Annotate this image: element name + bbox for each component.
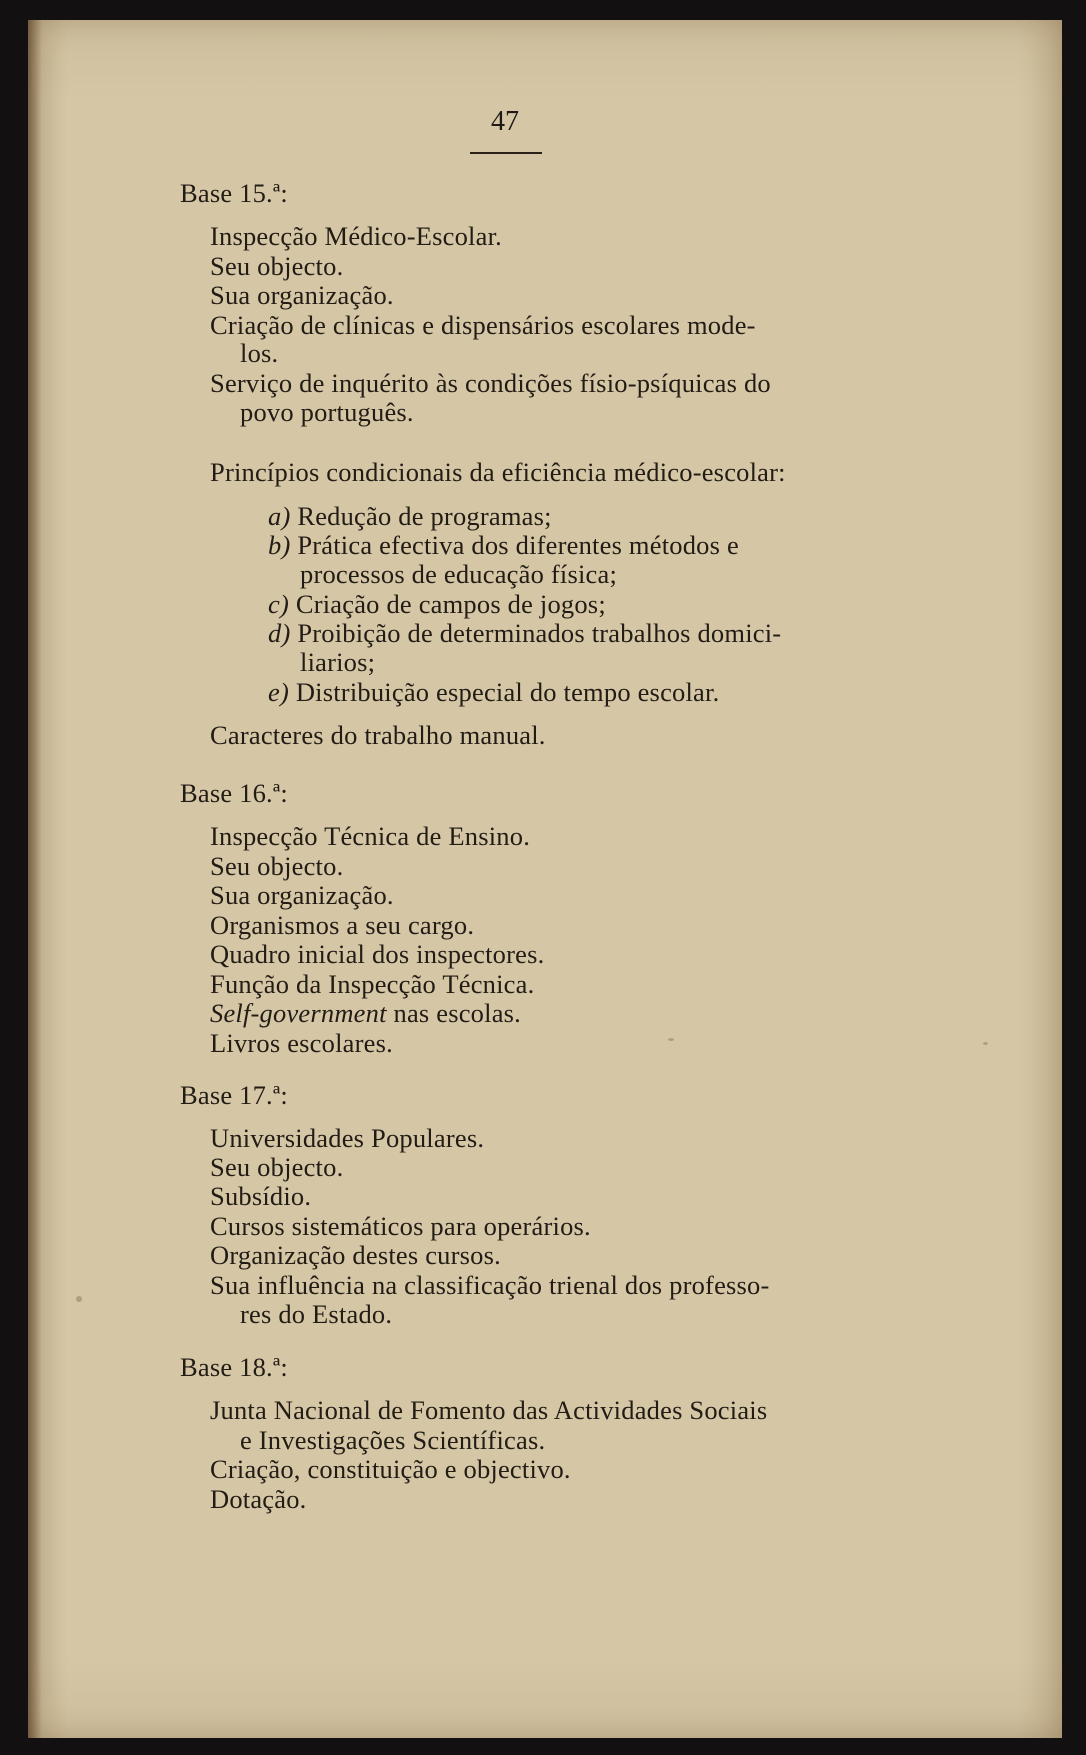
item-text: Prática efectiva dos diferentes métodos e	[297, 530, 739, 560]
paper-speck	[983, 1042, 988, 1045]
principle-item-c	[268, 589, 606, 619]
base-16-line: Quadro inicial dos inspectores.	[210, 939, 545, 969]
base-17-line: Seu objecto.	[210, 1152, 344, 1182]
base-17-line: Universidades Populares.	[210, 1123, 485, 1153]
paper-speck	[668, 1038, 674, 1041]
self-government-term: Self-government	[210, 998, 387, 1028]
base-16-heading: Base 16.ª:	[180, 778, 288, 808]
principle-item-b	[268, 530, 739, 560]
page-number: 47	[491, 106, 519, 137]
self-government-rest: nas escolas.	[386, 998, 521, 1028]
base-15-line: Seu objecto.	[210, 251, 344, 281]
base-17-line: res do Estado.	[240, 1299, 393, 1329]
base-16-line: Seu objecto.	[210, 851, 344, 881]
base-18-heading: Base 18.ª:	[180, 1352, 288, 1382]
base-16-line: Livros escolares.	[210, 1028, 393, 1058]
base-15-line: povo português.	[240, 397, 414, 427]
item-letter: c)	[268, 589, 289, 619]
item-letter: e)	[268, 677, 289, 707]
principle-item-e	[268, 677, 719, 707]
base-15-closing: Caracteres do trabalho manual.	[210, 720, 546, 750]
base-15-line: Sua organização.	[210, 280, 394, 310]
page-number-rule	[470, 152, 542, 154]
base-16-line: Inspecção Técnica de Ensino.	[210, 821, 531, 851]
base-17-line: Organização destes cursos.	[210, 1240, 501, 1270]
item-letter: d)	[268, 618, 291, 648]
principle-item-b-cont: processos de educação física;	[300, 559, 618, 589]
paper-speck	[76, 1296, 82, 1302]
base-16-line: Organismos a seu cargo.	[210, 910, 475, 940]
principle-item-d-cont: liarios;	[300, 647, 376, 677]
item-text: Criação de campos de jogos;	[295, 589, 606, 619]
base-16-line: Função da Inspecção Técnica.	[210, 969, 535, 999]
principle-item-d	[268, 618, 781, 648]
base-17-line: Cursos sistemáticos para operários.	[210, 1211, 591, 1241]
base-15-heading: Base 15.ª:	[180, 178, 288, 208]
item-text: Proibição de determinados trabalhos domici-	[297, 618, 782, 648]
base-15-line: Inspecção Médico-Escolar.	[210, 221, 502, 251]
base-18-line: Dotação.	[210, 1484, 307, 1514]
base-16-line: Sua organização.	[210, 880, 394, 910]
item-text: Distribuição especial do tempo escolar.	[295, 677, 720, 707]
principle-item-a	[268, 501, 552, 531]
item-letter: b)	[268, 530, 291, 560]
base-18-line: Junta Nacional de Fomento das Actividades Sociais	[210, 1395, 768, 1425]
base-17-line: Sua influência na classificação trienal dos professo-	[210, 1270, 770, 1300]
principles-intro: Princípios condicionais da eficiência médico-escolar:	[210, 457, 786, 487]
base-18-line: e Investigações Scientíficas.	[240, 1425, 546, 1455]
base-17-line: Subsídio.	[210, 1181, 312, 1211]
base-15-line: Serviço de inquérito às condições físio-psíquicas do	[210, 368, 771, 398]
base-18-line: Criação, constituição e objectivo.	[210, 1454, 571, 1484]
item-letter: a)	[268, 501, 291, 531]
page-gutter-shadow	[28, 20, 42, 1738]
self-government-line	[210, 998, 521, 1028]
item-text: Redução de programas;	[297, 501, 552, 531]
base-15-line: Criação de clínicas e dispensários escolares mode-	[210, 310, 756, 340]
base-15-line: los.	[240, 338, 279, 368]
base-17-heading: Base 17.ª:	[180, 1080, 288, 1110]
